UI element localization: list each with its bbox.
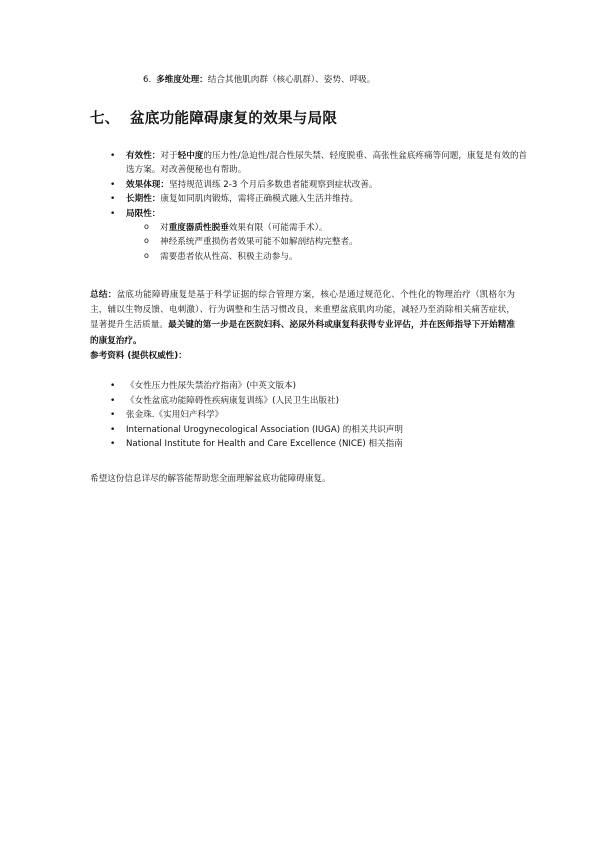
- reference-item: • 张金珠.《实用妇产科学》: [110, 408, 540, 423]
- section-number: 七、: [90, 111, 120, 127]
- reference-item: • 《女性盆底功能障碍性疾病康复训练》(人民卫生出版社): [110, 394, 540, 409]
- section-title: 盆底功能障碍康复的效果与局限: [130, 111, 338, 127]
- summary-label: 总结：: [90, 290, 117, 300]
- numbered-item-6: [143, 73, 375, 85]
- section-heading: [90, 107, 337, 128]
- bullet-text: 的压力性/急迫性/混合性尿失禁、轻度脱垂、高张性盆底疼痛等问题，康复是有效的首选方案。对改善便秘也有帮助。: [126, 151, 528, 176]
- sub-text: 神经系统严重损伤者效果可能不如解剖结构完整者。: [160, 237, 358, 248]
- sub-text: 效果有限（可能需手术）。: [228, 223, 328, 234]
- list-item-effectiveness: [110, 149, 530, 178]
- reference-item: • National Institute for Health and Care Excellence (NICE) 相关指南: [110, 437, 540, 452]
- list-item-long-term: [110, 192, 530, 206]
- bullet-text: 对于: [160, 151, 178, 161]
- effects-list: [110, 149, 530, 264]
- list-item-limitations: [110, 207, 530, 265]
- item-text: 结合其他肌肉群（核心肌群）、姿势、呼吸。: [207, 75, 376, 85]
- references-heading: 参考资料 (提供权威性)：: [90, 351, 187, 361]
- bullet-text: 康复如同肌肉锻炼，需将正确模式融入生活并维持。: [160, 194, 359, 205]
- bullet-text: 坚持规范训练 2-3 个月后多数患者能观察到症状改善。: [168, 179, 378, 190]
- bullet-label: 有效性：: [126, 151, 161, 161]
- bullet-label: 长期性：: [126, 194, 161, 205]
- reference-item: • International Urogynecological Association (IUGA) 的相关共识声明: [110, 423, 540, 438]
- item-number: 6.: [143, 75, 152, 85]
- sub-item: [144, 235, 530, 249]
- bullet-label: 效果体现：: [126, 179, 169, 190]
- reference-item: • 《女性压力性尿失禁治疗指南》(中英文版本): [110, 379, 540, 394]
- summary-text: 盆底功能障碍康复是基于科学证据的综合管理方案，核心是通过规范化、个性化的物理治疗（凯格尔为主，辅以生物反馈、电刺激）、行为调整和生活习惯改良，来重塑盆底肌肉功能，减轻乃至消除相关痛苦症状，显著提升生活质量。: [90, 290, 515, 331]
- limitations-sublist: [126, 221, 530, 264]
- sub-text: 需要患者依从性高、积极主动参与。: [160, 251, 298, 262]
- summary-paragraph: [90, 288, 515, 349]
- summary-key-point: 最关键的第一步是在医院妇科、泌尿外科或康复科获得专业评估，并在医师指导下开始精准的康复治疗。: [90, 320, 515, 346]
- bullet-emphasis: 轻中度: [177, 151, 204, 161]
- item-label: 多维度处理：: [156, 75, 208, 85]
- sub-item: [144, 250, 530, 264]
- sub-text: 对: [160, 223, 169, 234]
- closing-remark: 希望这份信息详尽的解答能帮助您全面理解盆底功能障碍康复。: [90, 474, 331, 484]
- references-list: [110, 379, 540, 452]
- list-item-result: [110, 178, 530, 192]
- bullet-label: 局限性：: [126, 208, 161, 219]
- sub-emphasis: 重度器质性脱垂: [168, 223, 229, 234]
- sub-item: [144, 221, 530, 235]
